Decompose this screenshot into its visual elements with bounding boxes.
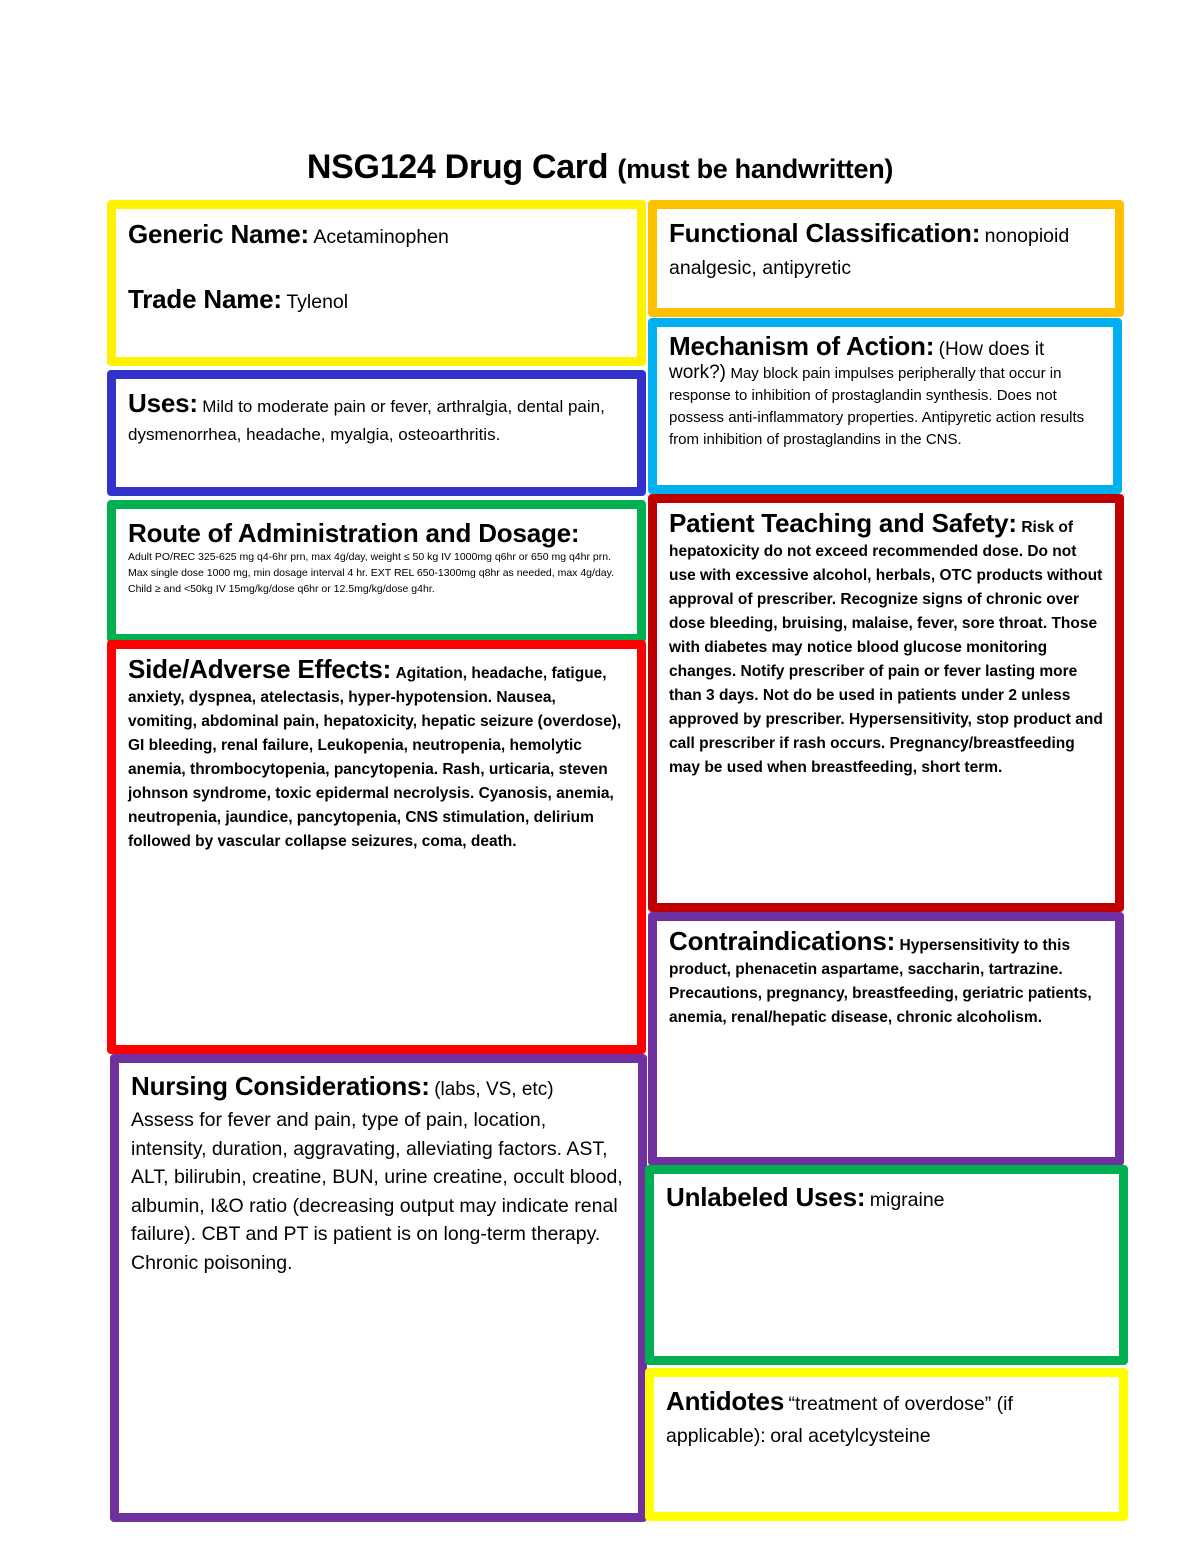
- functional-classification-value: nonopioid analgesic, antipyretic: [669, 225, 1070, 279]
- uses-box: [107, 370, 646, 496]
- trade-name-value: Tylenol: [286, 290, 349, 313]
- route-value: Adult PO/REC 325-625 mg q4-6hr prn, max 4g/day, weight ≤ 50 kg IV 1000mg q6hr or 650 mg q4hr prn. Max single dose 1000 mg, min dosage interval 4 hr. EXT REL 650-1300mg q8hr as needed, max 4g/day. Child ≥ and <50kg IV 15mg/kg/dose q6hr or 12.5mg/kg/dose g4hr.: [128, 551, 615, 595]
- side-effects-label: Side/Adverse Effects:: [128, 654, 392, 684]
- mechanism-value: May block pain impulses peripherally that occur in response to inhibition of prostaglandin synthesis. Does not possess anti-inflammatory properties. Antipyretic action results from inhibition of prostaglandins in the CNS.: [669, 365, 1085, 448]
- unlabeled-value: migraine: [869, 1189, 945, 1211]
- nursing-considerations-box: [110, 1054, 647, 1522]
- mechanism-of-action-box: [648, 318, 1122, 494]
- page-title: [0, 148, 1200, 187]
- antidotes-hint: “treatment of overdose” (if applicable):: [666, 1393, 1013, 1447]
- antidotes-value: oral acetylcysteine: [770, 1425, 931, 1447]
- title-main: NSG124 Drug Card: [306, 148, 609, 186]
- unlabeled-label: Unlabeled Uses:: [666, 1182, 866, 1212]
- mechanism-hint: (How does it work?): [669, 339, 1045, 383]
- trade-name-label: Trade Name:: [128, 283, 282, 314]
- uses-value: Mild to moderate pain or fever, arthralgia, dental pain, dysmenorrhea, headache, myalgia, osteoarthritis.: [128, 397, 605, 444]
- contraindications-value: Hypersensitivity to this product, phenacetin aspartame, saccharin, tartrazine. Precautions, pregnancy, breastfeeding, geriatric patients, anemia, renal/hepatic disease, chronic alcoholism.: [669, 937, 1092, 1026]
- uses-label: Uses:: [128, 388, 198, 418]
- generic-name-label: Generic Name:: [128, 219, 309, 249]
- functional-classification-box: [648, 200, 1124, 317]
- title-sub: (must be handwritten): [617, 154, 894, 184]
- contraindications-box: [648, 912, 1124, 1166]
- nursing-value: Assess for fever and pain, type of pain, location, intensity, duration, aggravating, alleviating factors. AST, ALT, bilirubin, creatine, BUN, urine creatine, occult blood, albumin, I&O ratio (decreasing output may indicate renal failure). CBT and PT is patient is on long-term therapy. Chronic poisoning.: [131, 1109, 623, 1274]
- antidotes-box: [645, 1368, 1128, 1521]
- patient-teaching-box: [648, 494, 1124, 912]
- unlabeled-uses-box: [645, 1165, 1128, 1365]
- nursing-label: Nursing Considerations:: [131, 1071, 430, 1101]
- mechanism-label: Mechanism of Action:: [669, 331, 935, 361]
- generic-name-box: [107, 200, 646, 366]
- side-effects-value: Agitation, headache, fatigue, anxiety, dyspnea, atelectasis, hyper-hypotension. Nausea, vomiting, abdominal pain, hepatoxicity, hepatic seizure (overdose), GI bleeding, renal failure, Leukopenia, neutropenia, hemolytic anemia, thrombocytopenia, pancytopenia. Rash, urticaria, steven johnson syndrome, toxic epidermal necrolysis. Cyanosis, anemia, neutropenia, jaundice, pancytopenia, CNS stimulation, delirium followed by vascular collapse seizures, coma, death.: [128, 665, 622, 850]
- route-label: Route of Administration and Dosage:: [128, 518, 580, 548]
- antidotes-label: Antidotes: [666, 1386, 785, 1416]
- side-effects-box: [107, 640, 646, 1054]
- teaching-value: Risk of hepatoxicity do not exceed recommended dose. Do not use with excessive alcohol, herbals, OTC products without approval of prescriber. Recognize signs of chronic over dose bleeding, bruising, malaise, fever, sore throat. Those with diabetes may notice blood glucose monitoring changes. Notify prescriber of pain or fever lasting more than 3 days. Not do be used in patients under 2 unless approved by prescriber. Hypersensitivity, stop product and call prescriber if rash occurs. Pregnancy/breastfeeding may be used when breastfeeding, short term.: [669, 519, 1103, 776]
- teaching-label: Patient Teaching and Safety:: [669, 508, 1017, 538]
- route-dosage-box: [107, 500, 646, 643]
- contraindications-label: Contraindications:: [669, 926, 896, 956]
- functional-classification-label: Functional Classification:: [669, 218, 981, 248]
- generic-name-value: Acetaminophen: [313, 226, 449, 248]
- nursing-hint: (labs, VS, etc): [434, 1079, 554, 1100]
